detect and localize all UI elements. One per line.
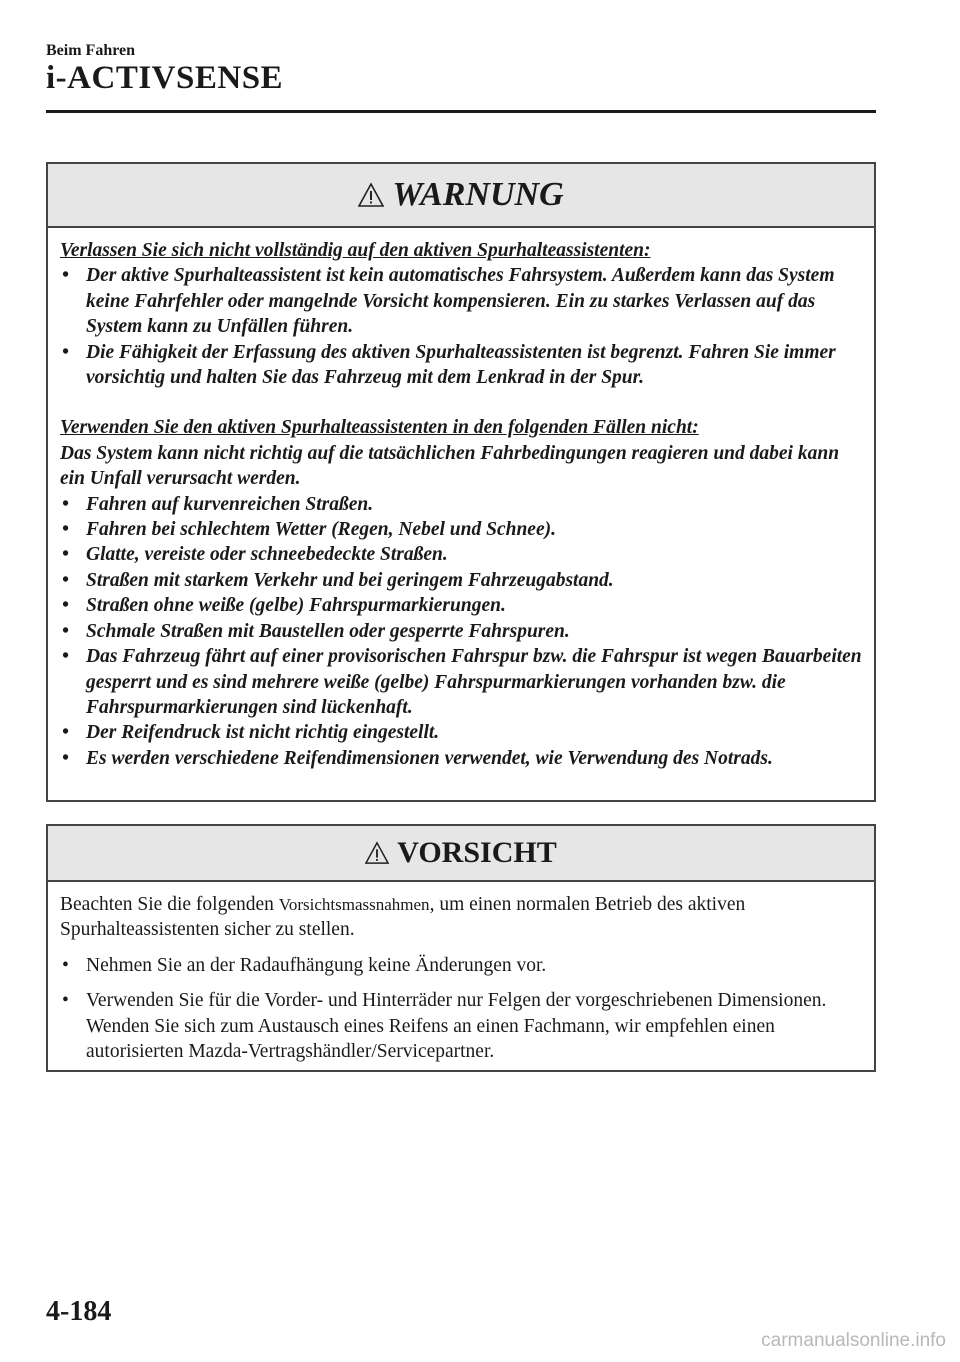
page-number: 4-184 (46, 1296, 112, 1327)
caution-box (46, 824, 876, 1072)
warning-list-conditions (60, 492, 862, 771)
warning-heading-reliance: Verlassen Sie sich nicht vollständig auf den aktiven Spurhalteassistenten: (60, 240, 651, 261)
list-item: • Nehmen Sie an der Radaufhängung keine Änderungen vor. (60, 953, 862, 978)
caution-list (60, 953, 862, 1065)
caution-triangle-icon (365, 841, 389, 865)
warning-heading-conditions: Verwenden Sie den aktiven Spurhalteassistenten in den folgenden Fällen nicht: (60, 417, 699, 439)
list-item: • Schmale Straßen mit Baustellen oder gesperrte Fahrspuren. (60, 619, 862, 644)
warning-paragraph: Das System kann nicht richtig auf die tatsächlichen Fahrbedingungen reagieren und dabei kann ein Unfall verursacht werden. (60, 442, 840, 490)
caution-body (48, 882, 874, 1064)
warning-box (46, 162, 876, 802)
list-item: • Straßen mit starkem Verkehr und bei geringem Fahrzeugabstand. (60, 568, 862, 593)
bullet-marker: • (62, 569, 69, 591)
bullet-marker: • (62, 990, 69, 1012)
warning-triangle-icon (358, 182, 384, 208)
list-item: • Das Fahrzeug fährt auf einer provisorischen Fahrspur bzw. die Fahrspur ist wegen Bauarbeiten gesperrt und es sind mehrere weiße (gelbe) Fahrspurmarkierungen vorhanden bzw. die Fahrspurmarkierungen sind lückenhaft. (62, 646, 862, 718)
warning-header (48, 164, 874, 228)
header-divider (46, 110, 876, 113)
warning-body (48, 228, 874, 771)
section-title: i-ACTIVSENSE (46, 60, 284, 96)
caution-intro: Beachten Sie die folgenden Vorsichtsmassnahmen, um einen normalen Betrieb des aktiven Spurhalteassistenten sicher zu stellen. (60, 894, 746, 941)
list-item: • Fahren bei schlechtem Wetter (Regen, Nebel und Schnee). (60, 517, 862, 542)
bullet-marker: • (62, 722, 69, 744)
list-item: • Fahren auf kurvenreichen Straßen. (60, 492, 862, 517)
caution-title: VORSICHT (397, 836, 557, 869)
watermark: carmanualsonline.info (761, 1330, 946, 1351)
list-item: • Glatte, vereiste oder schneebedeckte Straßen. (60, 542, 862, 567)
list-item: • Der aktive Spurhalteassistent ist kein automatisches Fahrsystem. Außerdem kann das System keine Fahrfehler oder mangelnde Vorsicht kompensieren. Ein zu starkes Verlassen auf das System kann zu Unfällen führen. (62, 265, 835, 338)
bullet-marker: • (62, 493, 69, 515)
bullet-marker: • (62, 519, 69, 541)
list-item: • Es werden verschiedene Reifendimensionen verwendet, wie Verwendung des Notrads. (60, 746, 862, 771)
list-item: • Die Fähigkeit der Erfassung des aktiven Spurhalteassistenten ist begrenzt. Fahren Sie immer vorsichtig und halten Sie das Fahrzeug mit dem Lenkrad in der Spur. (62, 341, 836, 389)
bullet-marker: • (62, 544, 69, 566)
list-item: • Der Reifendruck ist nicht richtig eingestellt. (60, 720, 862, 745)
list-item: • Verwenden Sie für die Vorder- und Hinterräder nur Felgen der vorgeschriebenen Dimensionen. Wenden Sie sich zum Austausch eines Reifens an einen Fachmann, wir empfehlen einen autorisierten Mazda-Vertragshändler/Servicepartner. (62, 990, 827, 1063)
bullet-marker: • (62, 341, 69, 363)
warning-list-reliance (60, 263, 862, 390)
bullet-marker: • (62, 747, 69, 769)
section-label: Beim Fahren (46, 42, 136, 59)
bullet-marker: • (62, 646, 69, 668)
bullet-marker: • (62, 620, 69, 642)
bullet-marker: • (62, 595, 69, 617)
bullet-marker: • (62, 954, 69, 976)
bullet-marker: • (62, 265, 69, 287)
warning-title: WARNUNG (392, 176, 564, 213)
list-item: • Straßen ohne weiße (gelbe) Fahrspurmarkierungen. (60, 593, 862, 618)
caution-header (48, 826, 874, 882)
